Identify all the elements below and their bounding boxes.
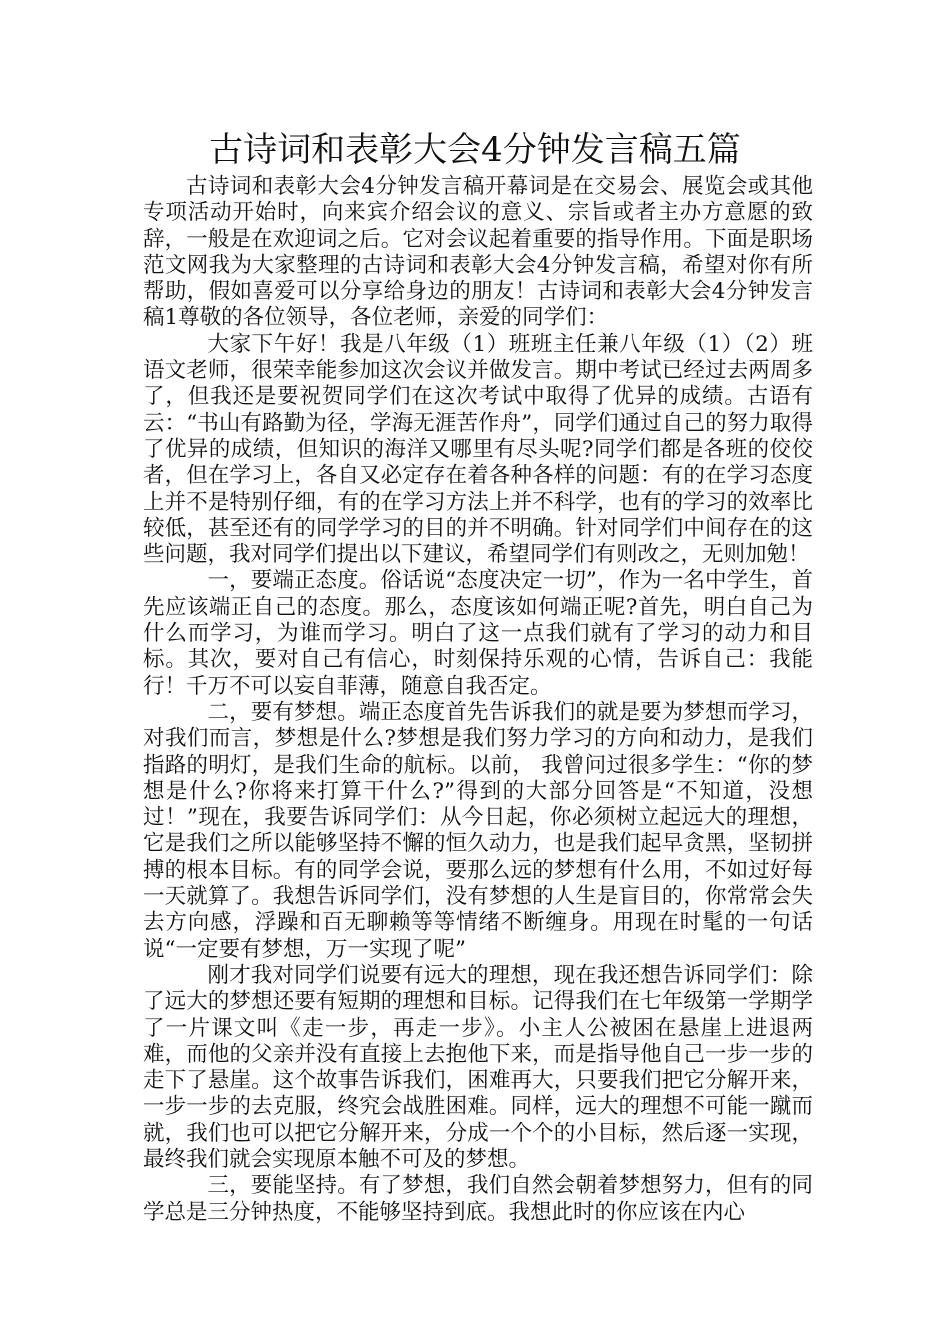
paragraph-point-three: 三，要能坚持。有了梦想，我们自然会朝着梦想努力，但有的同学总是三分钟热度，不能够坚持到底。我想此时的你应该在内心: [143, 1173, 813, 1225]
paragraph-greeting: 大家下午好！我是八年级（1）班班主任兼八年级（1）（2）班语文老师，很荣幸能参加这次会议并做发言。期中考试已经过去两周多了，但我还是要祝贺同学们在这次考试中取得了优异的成绩。古语有云：“书山有路勤为径，学海无涯苦作舟”，同学们通过自己的努力取得了优异的成绩，但知识的海洋又哪里有尽头呢?同学们都是各班的佼佼者，但在学习上，各自又必定存在着各种各样的问题：有的在学习态度上并不是特别仔细，有的在学习方法上并不科学，也有的学习的效率比较低，甚至还有的同学学习的目的并不明确。针对同学们中间存在的这些问题，我对同学们提出以下建议，希望同学们有则改之，无则加勉！: [143, 331, 813, 568]
paragraph-point-one: 一，要端正态度。俗话说“态度决定一切”，作为一名中学生，首先应该端正自己的态度。那么，态度该如何端正呢?首先，明白自己为什么而学习，为谁而学习。明白了这一点我们就有了学习的动力和目标。其次，要对自己有信心，时刻保持乐观的心情，告诉自己：我能行！千万不可以妄自菲薄，随意自我否定。: [143, 568, 813, 699]
document-body: [143, 174, 813, 1226]
paragraph-point-two: 二，要有梦想。端正态度首先告诉我们的就是要为梦想而学习，对我们而言，梦想是什么?梦想是我们努力学习的方向和动力，是我们指路的明灯，是我们生命的航标。以前， 我曾问过很多学生：“你的梦想是什么?你将来打算干什么?”得到的大部分回答是“不知道，没想过！”现在，我要告诉同学们：从今日起，你必须树立起远大的理想，它是我们之所以能够坚持不懈的恒久动力，也是我们起早贪黑，坚韧拼搏的根本目标。有的同学会说，要那么远的梦想有什么用，不如过好每一天就算了。我想告诉同学们，没有梦想的人生是盲目的，你常常会失去方向感，浮躁和百无聊赖等等情绪不断缠身。用现在时髦的一句话说“一定要有梦想，万一实现了呢”: [143, 699, 813, 962]
paragraph-short-goals: 刚才我对同学们说要有远大的理想，现在我还想告诉同学们：除了远大的梦想还要有短期的理想和目标。记得我们在七年级第一学期学了一片课文叫《走一步，再走一步》。小主人公被困在悬崖上进退两难，而他的父亲并没有直接上去抱他下来，而是指导他自己一步一步的走下了悬崖。这个故事告诉我们，困难再大，只要我们把它分解开来，一步一步的去克服，终究会战胜困难。同样，远大的理想不可能一蹴而就，我们也可以把它分解开来，分成一个个的小目标，然后逐一实现，最终我们就会实现原本触不可及的梦想。: [143, 962, 813, 1172]
document-title: 古诗词和表彰大会4分钟发言稿五篇: [209, 130, 741, 170]
paragraph-intro: 古诗词和表彰大会4分钟发言稿开幕词是在交易会、展览会或其他专项活动开始时，向来宾介绍会议的意义、宗旨或者主办方意愿的致辞，一般是在欢迎词之后。它对会议起着重要的指导作用。下面是职场范文网我为大家整理的古诗词和表彰大会4分钟发言稿，希望对你有所帮助，假如喜爱可以分享给身边的朋友！古诗词和表彰大会4分钟发言稿1尊敬的各位领导，各位老师，亲爱的同学们：: [143, 174, 813, 331]
